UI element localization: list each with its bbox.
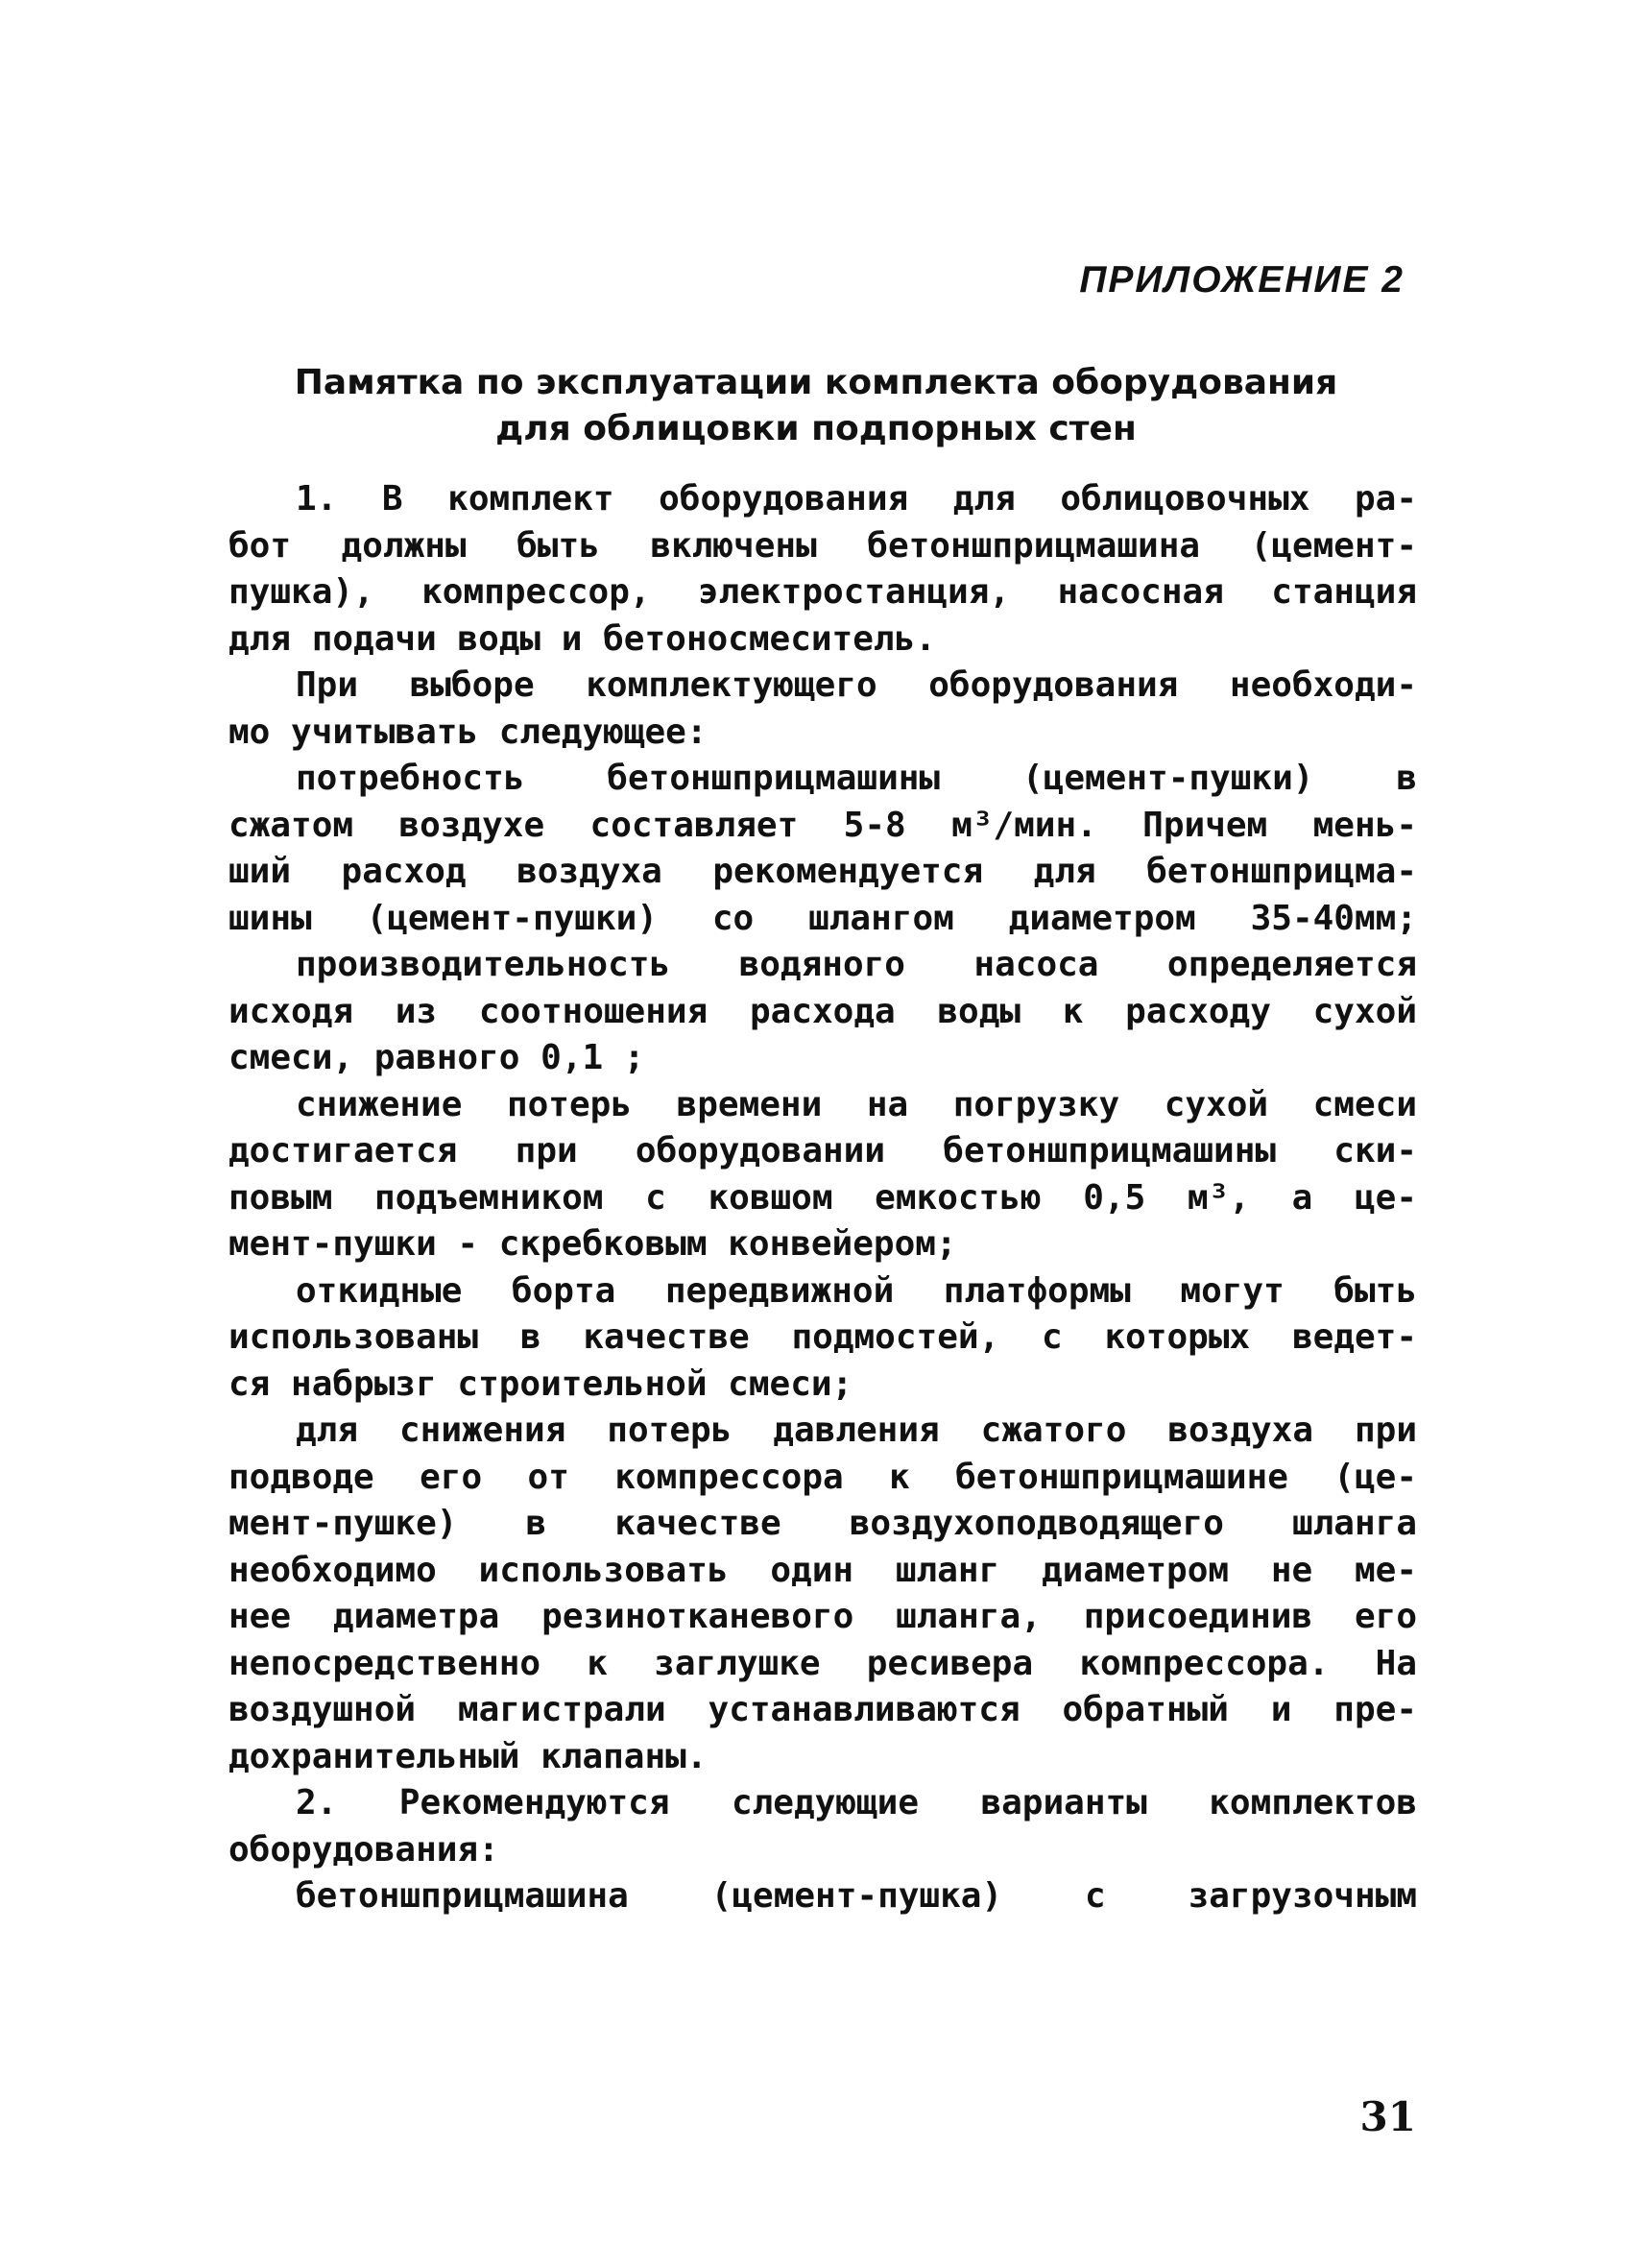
paragraph-8	[228, 1780, 1417, 1873]
text-line: мент-пушки - скребковым конвейером;	[228, 1224, 957, 1264]
title-line: Памятка по эксплуатации комплекта оборудования	[294, 363, 1338, 402]
text-line: непосредственно к заглушке ресивера компрессора. На	[228, 1643, 1417, 1683]
paragraph-4	[228, 942, 1417, 1082]
paragraph-1	[228, 476, 1417, 663]
title-line: для облицовки подпорных стен	[495, 409, 1137, 448]
text-line: сжатом воздухе составляет 5-8 м³/мин. Причем мень-	[228, 805, 1417, 845]
text-line: шины (цемент-пушки) со шлангом диаметром 35-40мм;	[228, 898, 1417, 938]
text-line: снижение потерь времени на погрузку сухой смеси	[296, 1084, 1417, 1124]
paragraph-7	[228, 1408, 1417, 1780]
paragraph-3	[228, 756, 1417, 942]
paragraph-6	[228, 1268, 1417, 1409]
paragraph-5	[228, 1082, 1417, 1268]
text-line: При выборе комплектующего оборудования необходи-	[296, 665, 1417, 705]
text-line: ся набрызг строительной смеси;	[228, 1363, 853, 1404]
page-number: 31	[1359, 2093, 1416, 2140]
text-line: воздушной магистрали устанавливаются обратный и пре-	[228, 1690, 1417, 1729]
text-line: пушка), компрессор, электростанция, насосная станция	[228, 572, 1417, 612]
text-line: 2. Рекомендуются следующие варианты комплектов	[296, 1783, 1417, 1822]
text-line: мент-пушке) в качестве воздухоподводящего шланга	[228, 1504, 1417, 1543]
text-line: необходимо использовать один шланг диаметром не ме-	[228, 1550, 1417, 1590]
text-line: смеси, равного 0,1 ;	[228, 1038, 645, 1077]
text-line: оборудования:	[228, 1829, 499, 1870]
text-line: мо учитывать следующее:	[228, 712, 708, 752]
text-line: повым подъемником с ковшом емкостью 0,5 м³, а це-	[228, 1177, 1417, 1218]
text-line: производительность водяного насоса определяется	[296, 945, 1417, 984]
text-line: достигается при оборудовании бетоншприцмашины ски-	[228, 1131, 1417, 1170]
document-title	[288, 360, 1344, 452]
text-line: дохранительный клапаны.	[228, 1736, 708, 1776]
paragraph-9	[228, 1873, 1417, 1920]
text-line: для снижения потерь давления сжатого воздуха при	[296, 1411, 1417, 1450]
text-line: для подачи воды и бетоносмеситель.	[228, 618, 936, 659]
appendix-label: ПРИЛОЖЕНИЕ 2	[1079, 259, 1405, 301]
text-line: ший расход воздуха рекомендуется для бетоншприцма-	[228, 852, 1417, 891]
text-line: откидные борта передвижной платформы могут быть	[296, 1270, 1417, 1311]
text-line: использованы в качестве подмостей, с которых ведет-	[228, 1317, 1417, 1357]
text-line: 1. В комплект оборудования для облицовочных ра-	[296, 479, 1417, 519]
text-line: бот должны быть включены бетоншприцмашина (цемент-	[228, 525, 1417, 566]
text-line: исходя из соотношения расхода воды к расходу сухой	[228, 991, 1417, 1031]
text-line: подводе его от компрессора к бетоншприцмашине (це-	[228, 1457, 1417, 1497]
text-line: потребность бетоншприцмашины (цемент-пушки) в	[296, 759, 1417, 798]
document-body	[228, 476, 1417, 1920]
paragraph-2	[228, 663, 1417, 756]
text-line: бетоншприцмашина (цемент-пушка) с загрузочным	[296, 1876, 1417, 1916]
text-line: нее диаметра резинотканевого шланга, присоединив его	[228, 1597, 1417, 1636]
